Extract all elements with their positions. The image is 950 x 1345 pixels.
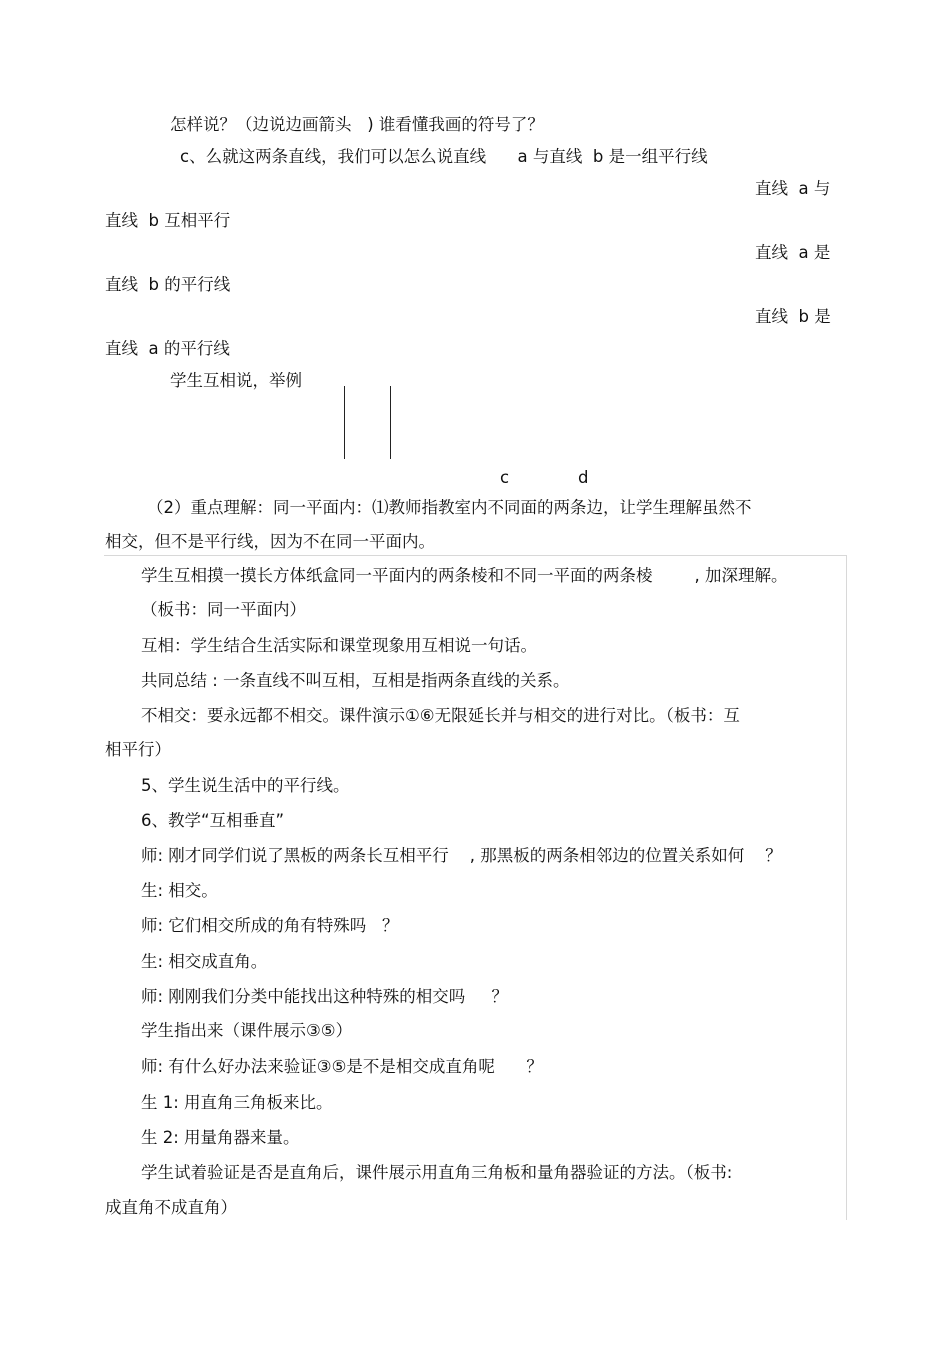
text-line-1: 怎样说？（边说边画箭头 ) 谁看懂我画的符号了？ xyxy=(170,115,544,134)
text-line-25: 学生指出来（课件展示③⑤） xyxy=(141,1021,353,1040)
text-line-26: 师: 有什么好办法来验证③⑤是不是相交成直角呢 ？ xyxy=(141,1057,543,1076)
text-line-28: 生 2: 用量角器来量。 xyxy=(141,1128,300,1147)
text-line-14: 互相：学生结合生活实际和课堂现象用互相说一句话。 xyxy=(141,636,537,655)
text-line-19: 6、教学“互相垂直” xyxy=(141,811,285,830)
text-line-29: 学生试着验证是否是直角后，课件展示用直角三角板和量角器验证的方法。（板书: xyxy=(141,1163,733,1182)
text-line-9: 学生互相说，举例 xyxy=(170,371,302,390)
label-c: c xyxy=(500,468,510,487)
text-line-12: 学生互相摸一摸长方体纸盒同一平面内的两条棱和不同一平面的两条棱 , 加深理解。 xyxy=(141,566,788,585)
text-line-3: 直线 a 与 xyxy=(755,179,831,198)
text-line-15: 共同总结 : 一条直线不叫互相，互相是指两条直线的关系。 xyxy=(141,671,570,690)
text-line-10: （2）重点理解：同一平面内：⑴教师指教室内不同面的两条边，让学生理解虽然不 xyxy=(147,498,752,517)
text-line-13: （板书：同一平面内） xyxy=(141,600,306,619)
parallel-line-d xyxy=(390,386,391,459)
box-top-border xyxy=(104,555,847,556)
text-line-21: 生: 相交。 xyxy=(141,881,218,900)
text-line-20: 师: 刚才同学们说了黑板的两条长互相平行 , 那黑板的两条相邻边的位置关系如何 ？ xyxy=(141,846,782,865)
text-line-8: 直线 a 的平行线 xyxy=(105,339,230,358)
text-line-23: 生: 相交成直角。 xyxy=(141,952,268,971)
parallel-line-c xyxy=(344,386,345,459)
text-line-16: 不相交：要永远都不相交。课件演示①⑥无限延长并与相交的进行对比。（板书：互 xyxy=(141,706,740,725)
text-line-6: 直线 b 的平行线 xyxy=(105,275,231,294)
text-line-11: 相交，但不是平行线，因为不在同一平面内。 xyxy=(105,532,435,551)
label-d: d xyxy=(578,468,589,487)
text-line-27: 生 1: 用直角三角板来比。 xyxy=(141,1093,333,1112)
text-line-22: 师: 它们相交所成的角有特殊吗 ？ xyxy=(141,916,399,935)
text-line-4: 直线 b 互相平行 xyxy=(105,211,231,230)
box-right-border xyxy=(846,555,847,1220)
text-line-5: 直线 a 是 xyxy=(755,243,831,262)
text-line-24: 师: 刚刚我们分类中能找出这种特殊的相交吗 ？ xyxy=(141,987,509,1006)
text-line-18: 5、学生说生活中的平行线。 xyxy=(141,776,350,795)
text-line-7: 直线 b 是 xyxy=(755,307,831,326)
text-line-2: c、么就这两条直线，我们可以怎么说直线 a 与直线 b 是一组平行线 xyxy=(180,147,708,166)
text-line-30: 成直角不成直角） xyxy=(105,1198,237,1217)
text-line-17: 相平行） xyxy=(105,740,171,759)
